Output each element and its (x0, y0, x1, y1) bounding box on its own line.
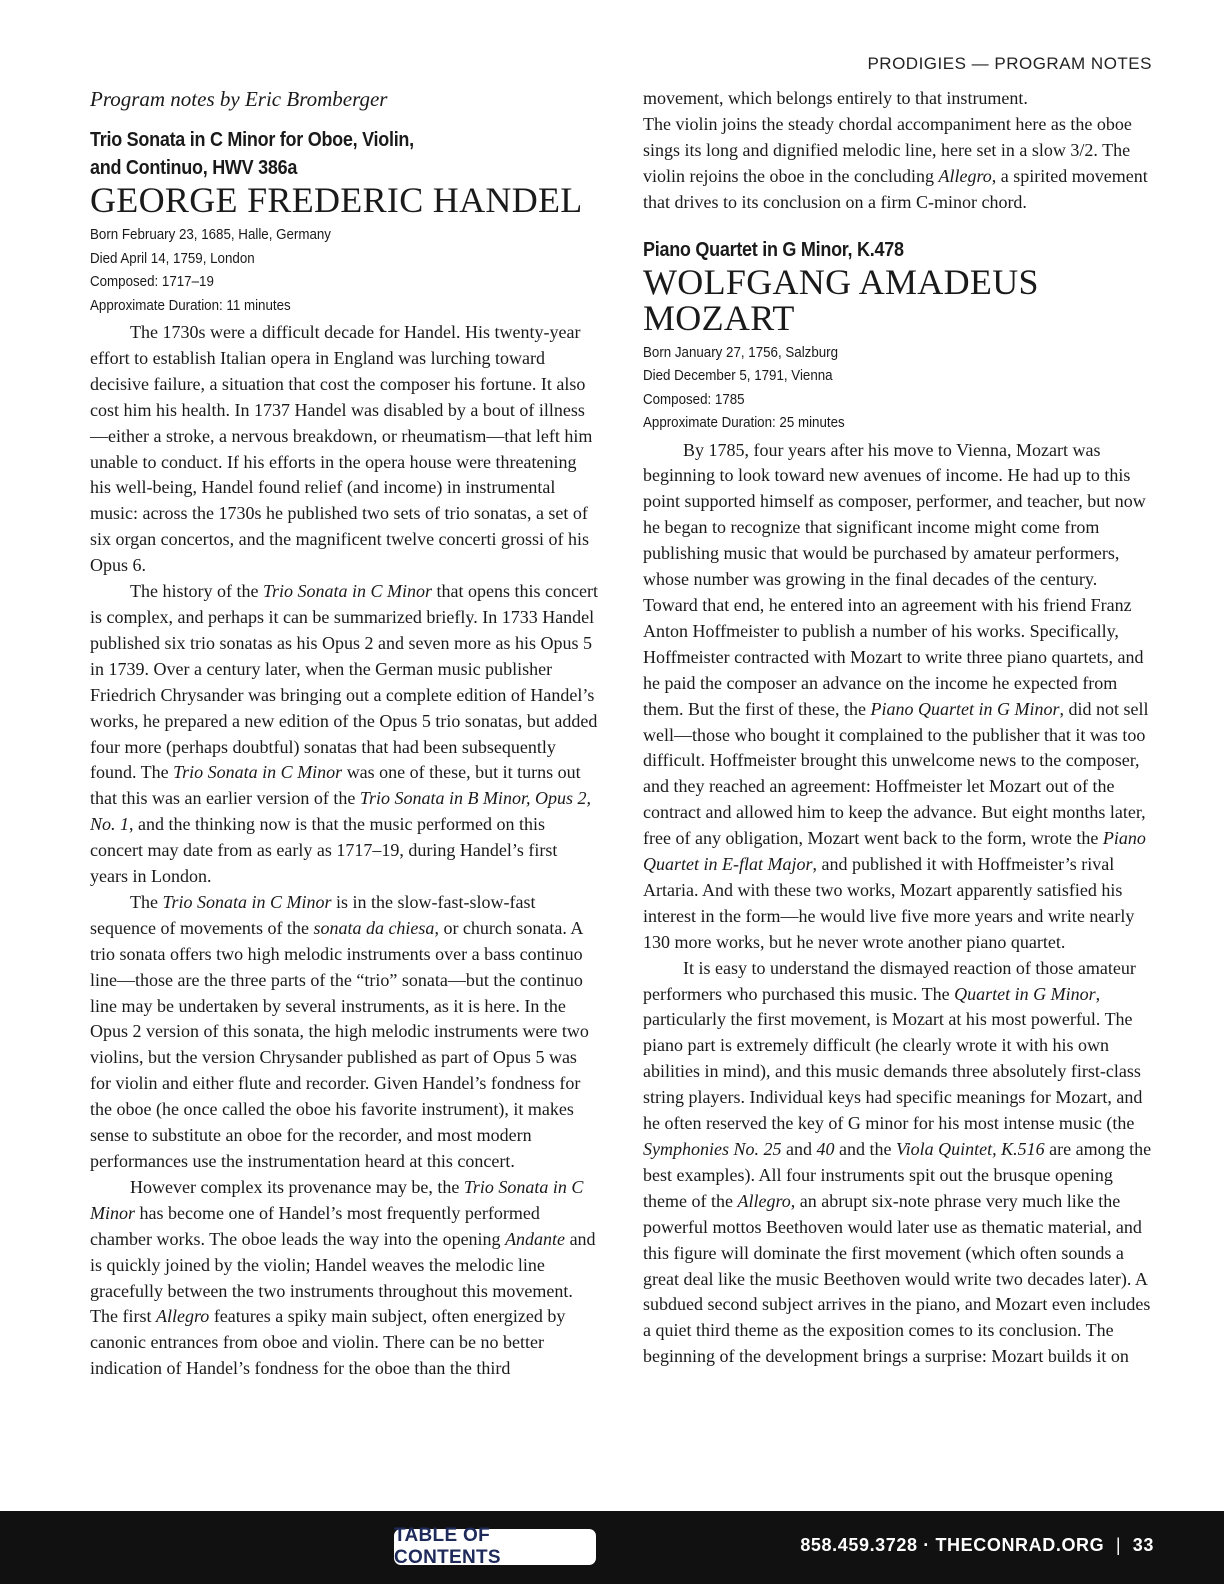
mozart-duration: Approximate Duration: 25 minutes (643, 415, 845, 432)
mozart-composer-name-line1: WOLFGANG AMADEUS (643, 261, 1039, 302)
mozart-composed: Composed: 1785 (643, 391, 745, 408)
handel-work-title-line1: Trio Sonata in C Minor for Oboe, Violin, (90, 129, 414, 151)
handel-paragraph-4: However complex its provenance may be, the Trio Sonata in C Minor has become one of Handel’s most frequently performed chamber works. The oboe leads the way into the opening Andante and is quickly joined by the violin; Handel weaves the melodic line gracefully between the two instruments throughout this movement. The first Allegro features a spiky main subject, often energized by canonic entrances from oboe and violin. There can be no better indication of Handel’s fondness for the oboe than the third (90, 1176, 596, 1379)
handel-duration: Approximate Duration: 11 minutes (90, 297, 291, 314)
handel-paragraph-3: The Trio Sonata in C Minor is in the slow-fast-slow-fast sequence of movements of the sonata da chiesa, or church sonata. A trio sonata offers two high melodic instruments over a bass continuo line—those are the three parts of the “trio” sonata—but the continuo line may be undertaken by several instruments, as it is here. In the Opus 2 version of this sonata, the high melodic instruments were two violins, but the version Chrysander published as part of Opus 5 was for violin and either flute and recorder. Given Handel’s fondness for the oboe (he once called the oboe his favorite instrument), it makes sense to substitute an oboe for the recorder, and most modern performances use the instrumentation heard at this concert. (90, 891, 589, 1171)
left-column (90, 86, 598, 1382)
mozart-meta (643, 342, 1153, 436)
handel-paragraph-5: The violin joins the steady chordal accompaniment here as the oboe sings its long and dignified melodic line, here set in a slow 3/2. The violin rejoins the oboe in the concluding Allegro, a spirited movement that drives to its conclusion on a firm C-minor chord. (643, 113, 1148, 212)
handel-composed: Composed: 1717–19 (90, 274, 214, 290)
mozart-composer-name-line2: MOZART (643, 297, 795, 338)
section-gap (643, 216, 1153, 236)
handel-paragraph-2: The history of the Trio Sonata in C Minor that opens this concert is complex, and perhaps it can be summarized briefly. In 1733 Handel published six trio sonatas as his Opus 2 and seven more as his Opus 5 in 1739. Over a century later, when the German music publisher Friedrich Chrysander was bringing out a complete edition of Handel’s works, he prepared a new edition of the Opus 5 trio sonatas, but added four more (perhaps doubtful) sonatas that had been subsequently found. The Trio Sonata in C Minor was one of these, but it turns out that this was an earlier version of the Trio Sonata in B Minor, Opus 2, No. 1, and the thinking now is that the music performed on this concert may date from as early as 1717–19, during Handel’s first years in London. (90, 581, 598, 887)
footer-contact (800, 1535, 1154, 1556)
handel-paragraph-4-continued: movement, which belongs entirely to that instrument. (643, 88, 1028, 108)
handel-meta (90, 224, 598, 318)
footer-divider: | (1115, 1535, 1122, 1555)
mozart-died: Died December 5, 1791, Vienna (643, 368, 833, 385)
running-head: PRODIGIES — PROGRAM NOTES (867, 54, 1152, 73)
mozart-work-title: Piano Quartet in G Minor, K.478 (643, 238, 904, 261)
mozart-paragraph-2: It is easy to understand the dismayed reaction of those amateur performers who purchased this music. The Quartet in G Minor, particularly the first movement, is Mozart at his most powerful. The piano part is extremely difficult (he clearly wrote it with his own abilities in mind), and this music demands three absolutely first-class string players. Individual keys had specific meanings for Mozart, and he often reserved the key of G minor for his most intense music (the Symphonies No. 25 and 40 and the Viola Quintet, K.516 are among the best examples). All four instruments spit out the brusque opening theme of the Allegro, an abrupt six-note phrase very much like the powerful mottos Beethoven would later use as thematic material, and this figure will dominate the first movement (which often sounds a great deal like the music Beethoven would write two decades later). A subdued second subject arrives in the piano, and Mozart even includes a quiet third theme as the exposition comes to its conclusion. The beginning of the development brings a surprise: Mozart builds it on (643, 957, 1152, 1367)
handel-composer-name: GEORGE FREDERIC HANDEL (90, 180, 583, 220)
footer-phone: 858.459.3728 (800, 1535, 918, 1555)
handel-died: Died April 14, 1759, London (90, 250, 255, 267)
handel-work-title-line2: and Continuo, HWV 386a (90, 157, 298, 179)
mozart-paragraph-1: By 1785, four years after his move to Vienna, Mozart was beginning to look toward new avenues of income. He had up to this point supported himself as composer, performer, and teacher, but now he began to recognize that significant income might come from publishing music that would be purchased by amateur performers, whose number was growing in the final decades of the century. Toward that end, he entered into an agreement with his friend Franz Anton Hoffmeister to publish a number of his works. Specifically, Hoffmeister contracted with Mozart to write three piano quartets, and he paid the composer an advance on the income he expected from them. But the first of these, the Piano Quartet in G Minor, did not sell well—those who bought it complained to the publisher that it was too difficult. Hoffmeister brought this unwelcome news to the composer, and they reached an agreement: Hoffmeister let Mozart out of the contract and allowed him to keep the advance. But eight months later, free of any obligation, Mozart went back to the form, wrote the Piano Quartet in E-flat Major, and published it with Hoffmeister’s rival Artaria. And with these two works, Mozart apparently satisfied his interest in the form—he would live five more years and write nearly 130 more works, but he never wrote another piano quartet. (643, 439, 1149, 952)
handel-paragraph-1: The 1730s were a difficult decade for Handel. His twenty-year effort to establish Italian opera in England was lurching toward decisive failure, a situation that cost the composer his fortune. It also cost him his health. In 1737 Handel was disabled by a bout of illness—either a stroke, a nervous breakdown, or rheumatism—that left him unable to conduct. If his efforts in the opera house were threatening his well-being, Handel found relief (and income) in instrumental music: across the 1730s he published two sets of trio sonatas, a set of six organ concertos, and the magnificent twelve concerti grossi of his Opus 6. (90, 322, 593, 576)
footer-website[interactable]: THECONRAD.ORG (935, 1535, 1105, 1555)
mozart-born: Born January 27, 1756, Salzburg (643, 344, 839, 361)
handel-born: Born February 23, 1685, Halle, Germany (90, 227, 331, 243)
footer-dot: · (923, 1535, 930, 1555)
byline: Program notes by Eric Bromberger (90, 87, 388, 111)
page-number: 33 (1132, 1535, 1154, 1555)
right-column (643, 86, 1153, 1370)
footer-bar (0, 1511, 1224, 1584)
table-of-contents-button[interactable]: TABLE OF CONTENTS (394, 1529, 596, 1565)
